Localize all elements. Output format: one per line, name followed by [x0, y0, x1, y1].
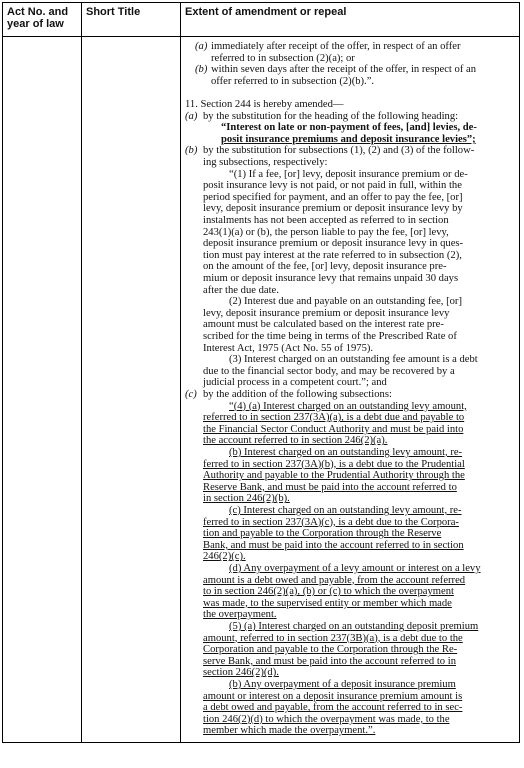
- s11-b-line-2: ing subsections, respectively:: [203, 157, 328, 168]
- text-line: Authority and payable to the Prudential Authority through the: [203, 470, 465, 482]
- cell-short-title: [82, 37, 181, 742]
- text-line: “(4) (a) Interest charged on an outstanding levy amount,: [229, 400, 467, 412]
- text-line: Corporation and payable to the Corporation through the Re-: [203, 644, 458, 656]
- text-line: (b) Any overpayment of a deposit insurance premium: [229, 678, 456, 690]
- text-line: due to the financial sector body, and may be recovered by a: [203, 365, 455, 377]
- s11-b-label: (b): [185, 145, 198, 157]
- cell-act: [3, 37, 82, 742]
- s11-b-line-1: by the substitution for subsections (1), (2) and (3) of the follow-: [203, 145, 475, 157]
- s11-a-label: (a): [185, 110, 198, 122]
- text-line: 246(2)(c).: [203, 551, 246, 563]
- new-heading-line-2: posit insurance premiums and deposit insurance levies”;: [221, 133, 476, 145]
- text-line: tion must pay interest at the rate referred to in subsection (2),: [203, 249, 462, 261]
- text-line: was made, to the supervised entity or member which made: [203, 597, 452, 609]
- header-short-title: Short Title: [82, 3, 181, 36]
- text-line: referred to in section 237(3A)(a), is a debt due and payable to: [203, 412, 465, 424]
- s11-c-text: by the addition of the following subsections:: [203, 389, 392, 400]
- new-heading-line-1: “Interest on late or non-payment of fees, [and] levies, de-: [221, 122, 477, 134]
- text-line: Interest Act, 1975 (Act No. 55 of 1975).: [203, 342, 374, 354]
- text-line: tion and payable to the Corporation through the Reserve: [203, 528, 442, 540]
- text-line: scribed for the time being in terms of the Prescribed Rate of: [203, 330, 457, 342]
- header-extent: Extent of amendment or repeal: [185, 6, 347, 18]
- header-act: Act No. and year of law: [3, 3, 82, 36]
- text-line: (b) Interest charged on an outstanding levy amount, re-: [229, 446, 463, 458]
- text-line: (2) Interest due and payable on an outstanding fee, [or]: [229, 296, 462, 308]
- amendment-table: [2, 2, 520, 743]
- text-line: levy, deposit insurance premium or deposit insurance levy by: [203, 203, 463, 215]
- section-11-intro: 11. Section 244 is hereby amended—: [185, 99, 344, 110]
- pre-a-line-2: referred to in subsection (2)(a); or: [211, 52, 355, 64]
- text-line: instalments has not been accepted as referred to in section: [203, 214, 449, 226]
- text-line: ferred to in section 237(3A)(b), is a debt due to the Prudential: [203, 458, 465, 470]
- table-header: [3, 3, 519, 37]
- s11-a-text: by the substitution for the heading of the following heading:: [203, 110, 459, 122]
- text-line: amount or interest on a deposit insurance premium amount is: [203, 690, 463, 702]
- text-line: amount, referred to in section 237(3B)(a), is a debt due to the: [203, 632, 463, 644]
- text-line: the overpayment.: [203, 609, 277, 621]
- text-line: amount must be calculated based on the interest rate pre-: [203, 319, 444, 331]
- text-line: tion 246(2)(d) to which the overpayment was made, to the: [203, 713, 450, 725]
- text-line: Reserve Bank, and must be paid into the account referred to: [203, 481, 457, 493]
- pre-b-label: (b): [195, 64, 208, 76]
- text-line: the account referred to in section 246(2)(a).: [203, 435, 388, 447]
- text-line: Bank, and must be paid into the account referred to in section: [203, 539, 464, 551]
- text-line: (c) Interest charged on an outstanding levy amount, re-: [229, 504, 462, 516]
- text-line: 243(1)(a) or (b), the person liable to pay the fee, [or] levy,: [203, 226, 449, 238]
- pre-b-line-2: offer referred to in subsection (2)(b).”.: [211, 75, 375, 87]
- text-line: member which made the overpayment.”.: [203, 725, 376, 737]
- text-line: (d) Any overpayment of a levy amount or interest on a levy: [229, 562, 481, 574]
- text-line: deposit insurance premium or deposit insurance levy in ques-: [203, 238, 464, 250]
- pre-a-label: (a): [195, 41, 208, 52]
- text-line: to in section 246(2)(a), (b) or (c) to which the overpayment: [203, 586, 454, 598]
- text-line: (5) (a) Interest charged on an outstanding deposit premium: [229, 620, 479, 632]
- pre-b-line-1: within seven days after the receipt of the offer, in respect of an: [211, 64, 476, 76]
- text-line: (3) Interest charged on an outstanding fee amount is a debt: [229, 354, 478, 366]
- text-line: after the due date.: [203, 284, 279, 296]
- text-line: mium or deposit insurance levy that remains unpaid 30 days: [203, 272, 459, 284]
- pre-a-line-1: immediately after receipt of the offer, in respect of an offer: [211, 41, 461, 52]
- text-line: posit insurance levy is not paid, or not paid in full, within the: [203, 180, 462, 192]
- text-line: period specified for payment, and an offer to pay the fee, [or]: [203, 191, 463, 203]
- text-line: levy, deposit insurance premium or deposit insurance levy: [203, 307, 450, 319]
- cell-extent: [181, 37, 519, 742]
- text-line: serve Bank, and must be paid into the account referred to in: [203, 655, 456, 667]
- text-line: on the amount of the fee, [or] levy, deposit insurance pre-: [203, 261, 447, 273]
- text-line: judicial process in a competent court.”; and: [203, 377, 387, 389]
- text-line: amount is a debt owed and payable, from the account referred: [203, 574, 466, 586]
- text-line: ferred to in section 237(3A)(c), is a debt due to the Corpora-: [203, 516, 459, 528]
- text-line: in section 246(2)(b).: [203, 493, 290, 505]
- s11-c-label: (c): [185, 389, 197, 400]
- table-row: [3, 37, 519, 742]
- text-line: “(1) If a fee, [or] levy, deposit insurance premium or de-: [229, 168, 468, 180]
- text-line: section 246(2)(d).: [203, 667, 279, 679]
- text-line: a debt owed and payable, from the account referred to in sec-: [203, 702, 463, 714]
- text-line: the Financial Sector Conduct Authority and must be paid into: [203, 423, 464, 435]
